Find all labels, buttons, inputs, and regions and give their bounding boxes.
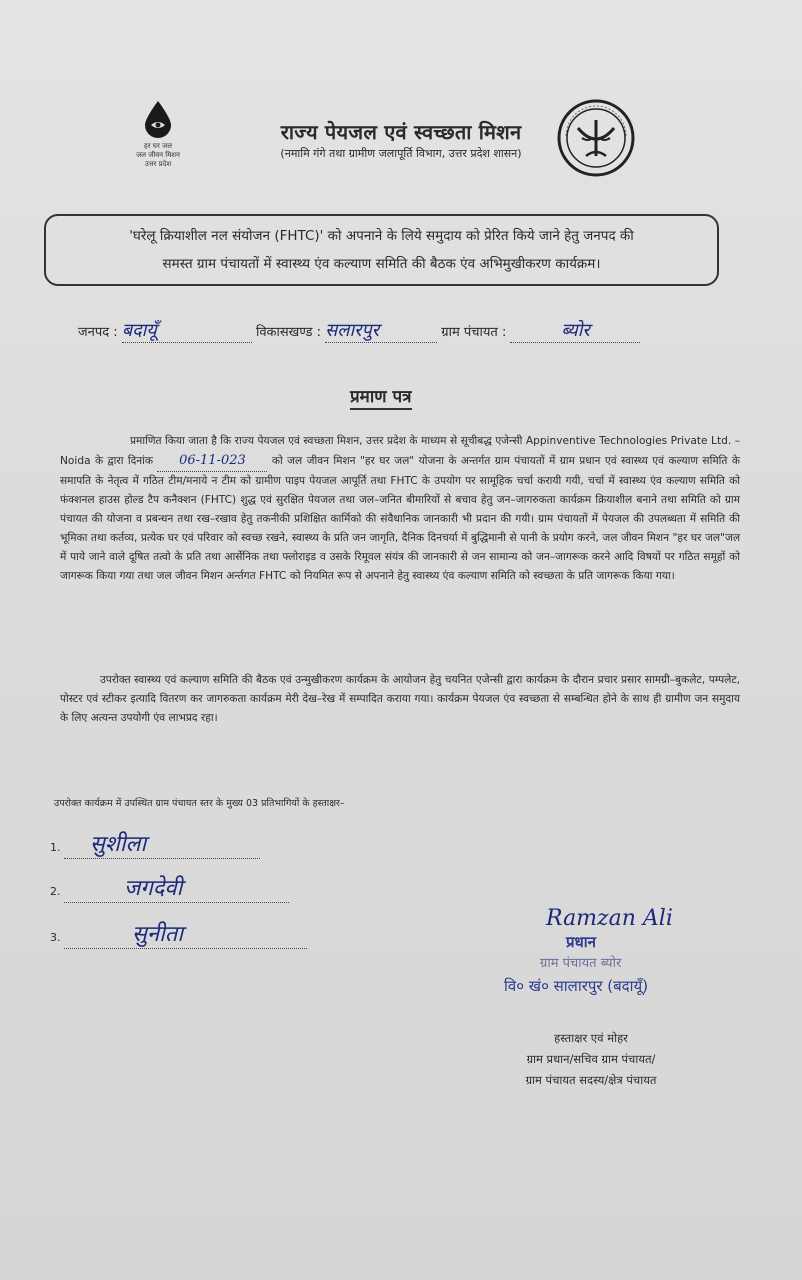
signature-line-2 — [50, 872, 289, 903]
pradhan-stamp — [504, 906, 770, 997]
up-government-emblem — [556, 98, 636, 178]
signature-field — [64, 918, 307, 949]
logo-caption-3: उत्तर प्रदेश — [144, 160, 172, 168]
certificate-paragraph-1 — [60, 432, 740, 586]
footer-line-3: ग्राम पंचायत सदस्य/क्षेत्र पंचायत — [525, 1073, 657, 1087]
block-value: सलारपुर — [325, 320, 380, 341]
footer-line-1: हस्ताक्षर एवं मोहर — [554, 1031, 628, 1045]
district-field — [122, 318, 252, 343]
organization-title: राज्य पेयजल एवं स्वच्छता मिशन — [280, 120, 522, 144]
signature-line-3 — [50, 918, 307, 949]
pradhan-signature: Ramzan Ali — [546, 906, 673, 931]
paragraph-1-part-a: प्रमाणित किया जाता है कि राज्य पेयजल एवं स्वच्छता मिशन, उत्तर प्रदेश के माध्यम से सूचीबद्ध एजेन्सी Appinventive Technologies Private Ltd. – Noida के द्वारा दिनांक — [60, 435, 740, 467]
district-label: जनपद : — [78, 325, 118, 340]
participant-signature-1: सुशीला — [90, 832, 147, 857]
banner-line-1: 'घरेलू क्रियाशील नल संयोजन (FHTC)' को अपनाने के लिये समुदाय को प्रेरित किये जाने हेतु जनपद की — [129, 228, 634, 244]
program-banner — [44, 214, 719, 286]
certificate-title: प्रमाण पत्र — [350, 384, 412, 410]
signature-line-1 — [50, 828, 260, 859]
block-label: विकासखण्ड : — [255, 325, 321, 340]
panchayat-field — [510, 318, 640, 343]
location-fields — [78, 318, 640, 343]
logo-caption-2: जल जीवन मिशन — [136, 151, 180, 159]
date-field — [157, 451, 267, 472]
participant-signature-2: जगदेवी — [124, 876, 183, 901]
signature-number: 1. — [50, 841, 61, 854]
signature-number: 2. — [50, 885, 61, 898]
signature-footer — [506, 1028, 676, 1091]
panchayat-value: ब्योर — [561, 320, 590, 341]
organization-subtitle: (नमामि गंगे तथा ग्रामीण जलापूर्ति विभाग, उत्तर प्रदेश शासन) — [280, 147, 522, 160]
signature-number: 3. — [50, 931, 61, 944]
stamp-line-1: प्रधान — [566, 933, 596, 951]
stamp-line-3: वि० खं० सालारपुर (बदायूँ) — [504, 977, 649, 995]
stamp-line-2: ग्राम पंचायत ब्योर — [540, 956, 622, 971]
signatures-intro: उपरोक्त कार्यक्रम में उपस्थित ग्राम पंचायत स्तर के मुख्य 03 प्रतिभागियों के हस्ताक्षर– — [54, 798, 345, 809]
banner-line-2: समस्त ग्राम पंचायतों में स्वास्थ्य एंव कल्याण समिति की बैठक एंव अभिमुखीकरण कार्यक्रम। — [162, 256, 601, 272]
footer-line-2: ग्राम प्रधान/सचिव ग्राम पंचायत/ — [526, 1052, 656, 1066]
logo-caption-1: हर घर जल — [144, 142, 172, 150]
program-date: 06-11-023 — [179, 453, 246, 468]
emblem-seal-icon — [556, 98, 636, 178]
participant-signature-3: सुनीता — [132, 922, 184, 947]
block-field — [325, 318, 437, 343]
panchayat-label: ग्राम पंचायत : — [441, 325, 507, 340]
paragraph-1-part-b: को जल जीवन मिशन "हर घर जल" योजना के अन्तर्गत ग्राम पंचायतों में ग्राम प्रधान एवं स्वास्थ्य एवं कल्याण समिति के समापति के नेतृत्व में गठित टीम/मनाये न टीम को ग्रामीण पाइप पेयजल आपूर्ति तथा FHTC के उपयोग पर सामूहिक चर्चा करायी गयी, चर्चा में स्वास्थ्य एंव कल्याण समिति को फंक्शनल हाउस होल्ड टैप कनैक्शन (FHTC) शुद्ध एवं सुरक्षित पेयजल तथा जल–जनित बीमारियों से बचाव हेतु जन–जागरुकता कार्यक्रम क्रियाशील बनाने तथा समिति को ग्राम पंचायत की योजना व प्रबन्धन तथा रख–रखाव हेतु तकनीकी प्रशिक्षित कार्मिको की संवैधानिक जानकारी भी प्रदान की गयी। ग्राम पंचायतों में पेयजल की उपलब्धता में समिति की भूमिका तथा कर्तव्य, प्रत्येक घर एवं परिवार को स्वच्छ रखने, स्वास्थ्य के प्रति जन जागृति, दैनिक दिनचर्या में बुद्धिमानी से पानी के प्रयोग करने, जल जीवन मिशन "हर घर जल"जल में पाये जाने वाले दूषित तत्वो के प्रति तथा आर्सेनिक तथा फ्लोराइड व उसके रिमूवल संयंत्र की जानकारी से जन सामान्य को जन–जागरूक करने आदि विषयों पर गठित समूहों को जागरूक किया गया तथा जल जीवन मिशन अर्न्तगत FHTC को नियमित रूप से अपनाने हेतु स्वास्थ्य एंव कल्याण समिति को स्वच्छता के प्रति जागरूक किया गया। — [60, 455, 740, 582]
certificate-paragraph-2: उपरोक्त स्वास्थ्य एवं कल्याण समिति की बैठक एवं उन्मुखीकरण कार्यक्रम के आयोजन हेतु चयनित एजेन्सी द्वारा कार्यक्रम के दौरान प्रचार प्रसार सामग्री–बुकलेट, पम्पलेट, पोस्टर एवं स्टीकर इत्यादि वितरण कर जागरुकता कार्यक्रम मेरी देख–रेख में सम्पादित कराया गया। कार्यक्रम पेयजल एंव स्वच्छता से सम्बन्धित होने के साथ ही ग्रामीण जन समुदाय के लिए अत्यन्त उपयोगी एंव लाभप्रद रहा। — [60, 674, 740, 724]
signature-field — [64, 872, 289, 903]
district-value: बदायूँ — [121, 320, 157, 341]
signature-field — [64, 828, 260, 859]
